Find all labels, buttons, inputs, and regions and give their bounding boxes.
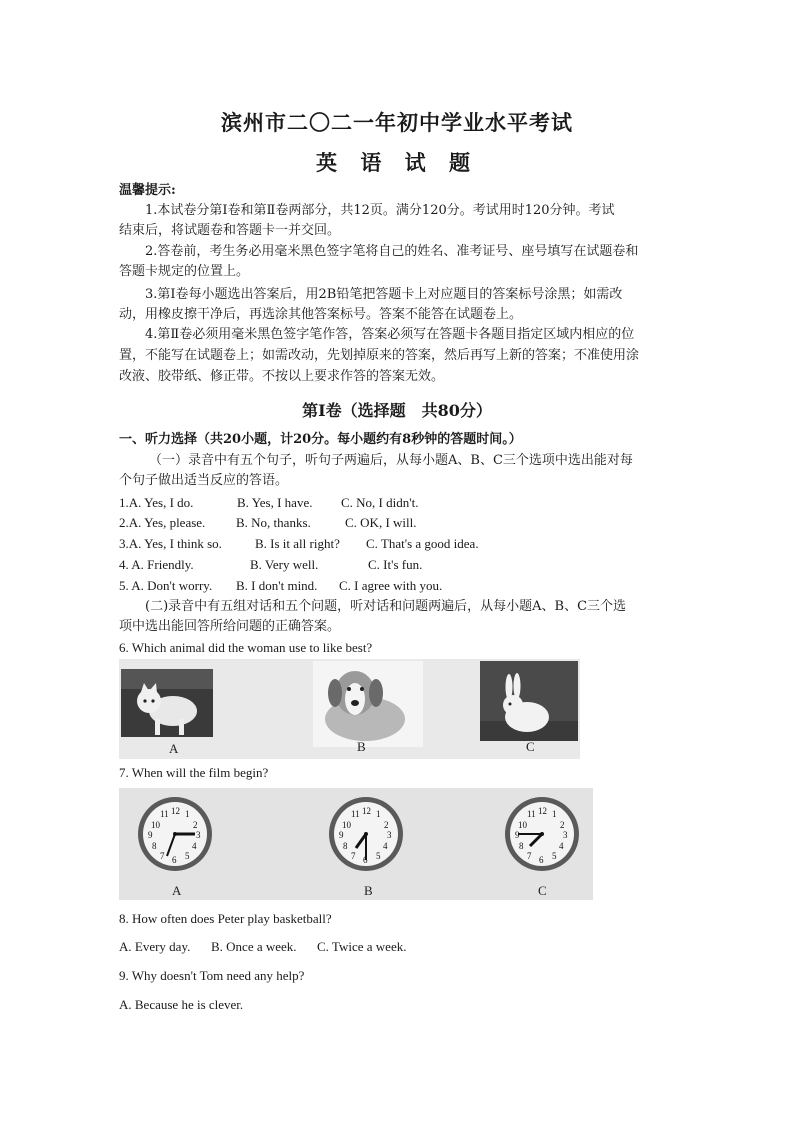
image-label: A	[172, 883, 182, 898]
exam-title: 滨州市二〇二一年初中学业水平考试	[221, 110, 573, 135]
question-9-option: A. Because he is clever.	[119, 997, 244, 1012]
option: B. Very well.	[250, 557, 319, 572]
clock-a	[138, 797, 212, 871]
tips-line: 4.第Ⅱ卷必须用毫米黑色签字笔作答，答案必须写在答题卡各题目指定区域内相应的位	[145, 327, 635, 342]
clock-b	[329, 797, 403, 871]
option: C. I agree with you.	[339, 578, 443, 593]
sub1-line: （一）录音中有五个句子，听句子两遍后，从每小题A、B、C三个选项中选出能对每	[149, 453, 633, 468]
image-label: C	[526, 739, 535, 754]
tips-line: 答题卡规定的位置上。	[119, 264, 250, 279]
kitten-photo	[121, 669, 213, 737]
listening-heading: 一、听力选择（共20小题，计20分。每小题约有8秒钟的答题时间。）	[119, 432, 522, 447]
option: B. No, thanks.	[236, 515, 311, 530]
tips-heading: 温馨提示:	[119, 183, 176, 198]
sub2-line: 项中选出能回答所给问题的正确答案。	[119, 619, 341, 634]
option: 4. A. Friendly.	[119, 557, 194, 572]
exam-subtitle: 英 语 试 题	[316, 150, 478, 175]
option: C. OK, I will.	[345, 515, 417, 530]
option: 2.A. Yes, please.	[119, 515, 206, 530]
image-label: B	[357, 739, 366, 754]
image-label: C	[538, 883, 547, 898]
option: C. Twice a week.	[317, 939, 407, 954]
option: 1.A. Yes, I do.	[119, 495, 194, 510]
option: C. No, I didn't.	[341, 495, 419, 510]
tips-line: 结束后，将试题卷和答题卡一并交回。	[119, 223, 341, 238]
sub2-line: (二)录音中有五组对话和五个问题，听对话和问题两遍后，从每小题A、B、C三个选	[145, 599, 627, 614]
question-9: 9. Why doesn't Tom need any help?	[119, 968, 305, 983]
tips-line: 2.答卷前，考生务必用毫米黑色签字笔将自己的姓名、准考证号、座号填写在试题卷和	[145, 244, 639, 259]
part1-heading: 第Ⅰ卷（选择题 共80分）	[302, 401, 492, 420]
tips-line: 置，不能写在试题卷上；如需改动，先划掉原来的答案，然后再写上新的答案；不准使用涂	[119, 348, 640, 363]
question-6-images	[119, 659, 580, 759]
tips-line: 1.本试卷分第Ⅰ卷和第Ⅱ卷两部分，共12页。满分120分。考试用时120分钟。考试	[145, 203, 615, 218]
question-7: 7. When will the film begin?	[119, 765, 269, 780]
image-label: A	[169, 741, 179, 756]
option: 5. A. Don't worry.	[119, 578, 213, 593]
option: C. It's fun.	[368, 557, 423, 572]
rabbit-photo	[480, 661, 578, 741]
image-label: B	[364, 883, 373, 898]
puppy-photo	[313, 661, 423, 747]
option: B. I don't mind.	[236, 578, 318, 593]
clock-c	[505, 797, 579, 871]
tips-line: 3.第Ⅰ卷每小题选出答案后，用2B铅笔把答题卡上对应题目的答案标号涂黑；如需改	[145, 287, 623, 302]
sub1-line: 个句子做出适当反应的答语。	[119, 473, 289, 488]
tips-line: 改液、胶带纸、修正带。不按以上要求作答的答案无效。	[119, 369, 445, 384]
option: C. That's a good idea.	[366, 536, 479, 551]
option: B. Is it all right?	[255, 536, 340, 551]
question-8: 8. How often does Peter play basketball?	[119, 911, 332, 926]
option: A. Every day.	[119, 939, 191, 954]
question-7-images	[119, 788, 593, 900]
option: B. Once a week.	[211, 939, 297, 954]
tips-line: 动，用橡皮擦干净后，再选涂其他答案标号。答案不能答在试题卷上。	[119, 307, 523, 322]
option: 3.A. Yes, I think so.	[119, 536, 222, 551]
question-6: 6. Which animal did the woman use to like best?	[119, 640, 373, 655]
option: B. Yes, I have.	[237, 495, 313, 510]
